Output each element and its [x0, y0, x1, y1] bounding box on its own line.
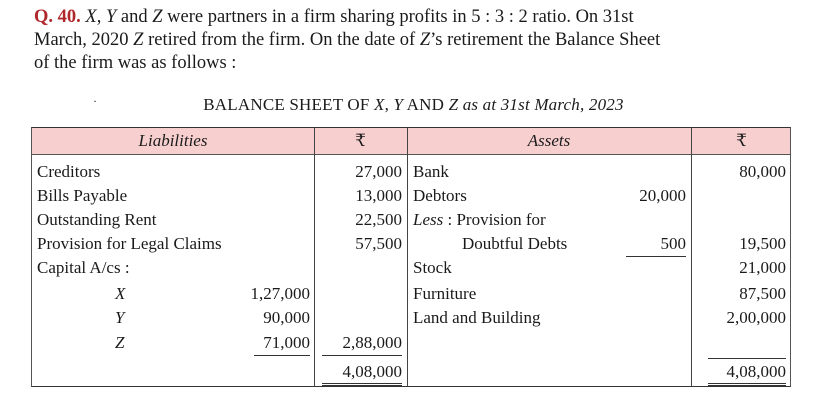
less-provision-line [413, 209, 546, 231]
header-asset-amount: ₹ [736, 131, 747, 150]
header-assets: Assets [527, 131, 571, 150]
amount-creditors: 27,000 [355, 162, 402, 181]
capital-total: 2,88,000 [342, 333, 402, 352]
liability-bills-payable: Bills Payable [37, 186, 128, 205]
question-text [34, 6, 794, 75]
question-line-1: X, Y and Z were partners in a firm sharing profits in 5 : 3 : 2 ratio. On 31st [85, 7, 634, 27]
bullet-mark: · [93, 94, 97, 108]
liability-capital-heading: Capital A/cs : [37, 258, 130, 277]
amount-bank: 80,000 [739, 162, 786, 181]
capital-x: 1,27,000 [250, 284, 310, 303]
asset-total-double-underline [708, 383, 786, 384]
provision-amount: 500 [660, 234, 686, 253]
capital-z: 71,000 [263, 333, 310, 352]
amount-stock: 21,000 [739, 258, 786, 277]
capital-underline [254, 355, 310, 356]
asset-land-building: Land and Building [413, 308, 541, 327]
question-line-2: March, 2020 Z retired from the firm. On the date of Z’s retirement the Balance Sheet [34, 30, 661, 50]
liability-outstanding-rent: Outstanding Rent [37, 210, 157, 229]
amount-land-building: 2,00,000 [726, 308, 786, 327]
balance-sheet-table [31, 127, 791, 387]
amount-legal-claims: 57,500 [355, 234, 402, 253]
partner-z: Z [115, 333, 125, 352]
asset-total-underline [708, 358, 786, 359]
asset-furniture: Furniture [413, 284, 477, 303]
amount-furniture: 87,500 [739, 284, 786, 303]
amount-bills-payable: 13,000 [355, 186, 402, 205]
capital-total-underline [322, 355, 402, 356]
asset-stock: Stock [413, 258, 452, 277]
question-line-3: of the firm was as follows : [34, 53, 237, 73]
liability-creditors: Creditors [37, 162, 101, 181]
doubtful-debts-label: Doubtful Debts [462, 234, 568, 253]
debtors-gross: 20,000 [639, 186, 686, 205]
capital-y: 90,000 [263, 308, 310, 327]
assets-total: 4,08,000 [726, 362, 786, 381]
debtors-net: 19,500 [739, 234, 786, 253]
partner-x: X [115, 284, 126, 303]
col-divider [407, 128, 408, 386]
liab-total-double-underline [322, 385, 402, 386]
amount-outstanding-rent: 22,500 [355, 210, 402, 229]
question-number: Q. 40. [34, 7, 81, 27]
provision-underline [626, 256, 686, 257]
liability-legal-claims: Provision for Legal Claims [37, 234, 222, 253]
partner-y: Y [115, 308, 125, 327]
header-liabilities: Liabilities [138, 131, 208, 150]
asset-debtors: Debtors [413, 186, 467, 205]
asset-bank: Bank [413, 162, 449, 181]
header-liab-amount: ₹ [355, 131, 366, 150]
liabilities-total: 4,08,000 [342, 362, 402, 381]
less-rest: : Provision for [443, 210, 546, 229]
less-word: Less [413, 210, 444, 229]
liab-total-double-underline [322, 383, 402, 384]
balance-sheet-title: BALANCE SHEET OF X, Y AND Z as at 31st March, 2023 [203, 95, 624, 114]
asset-total-double-underline [708, 385, 786, 386]
